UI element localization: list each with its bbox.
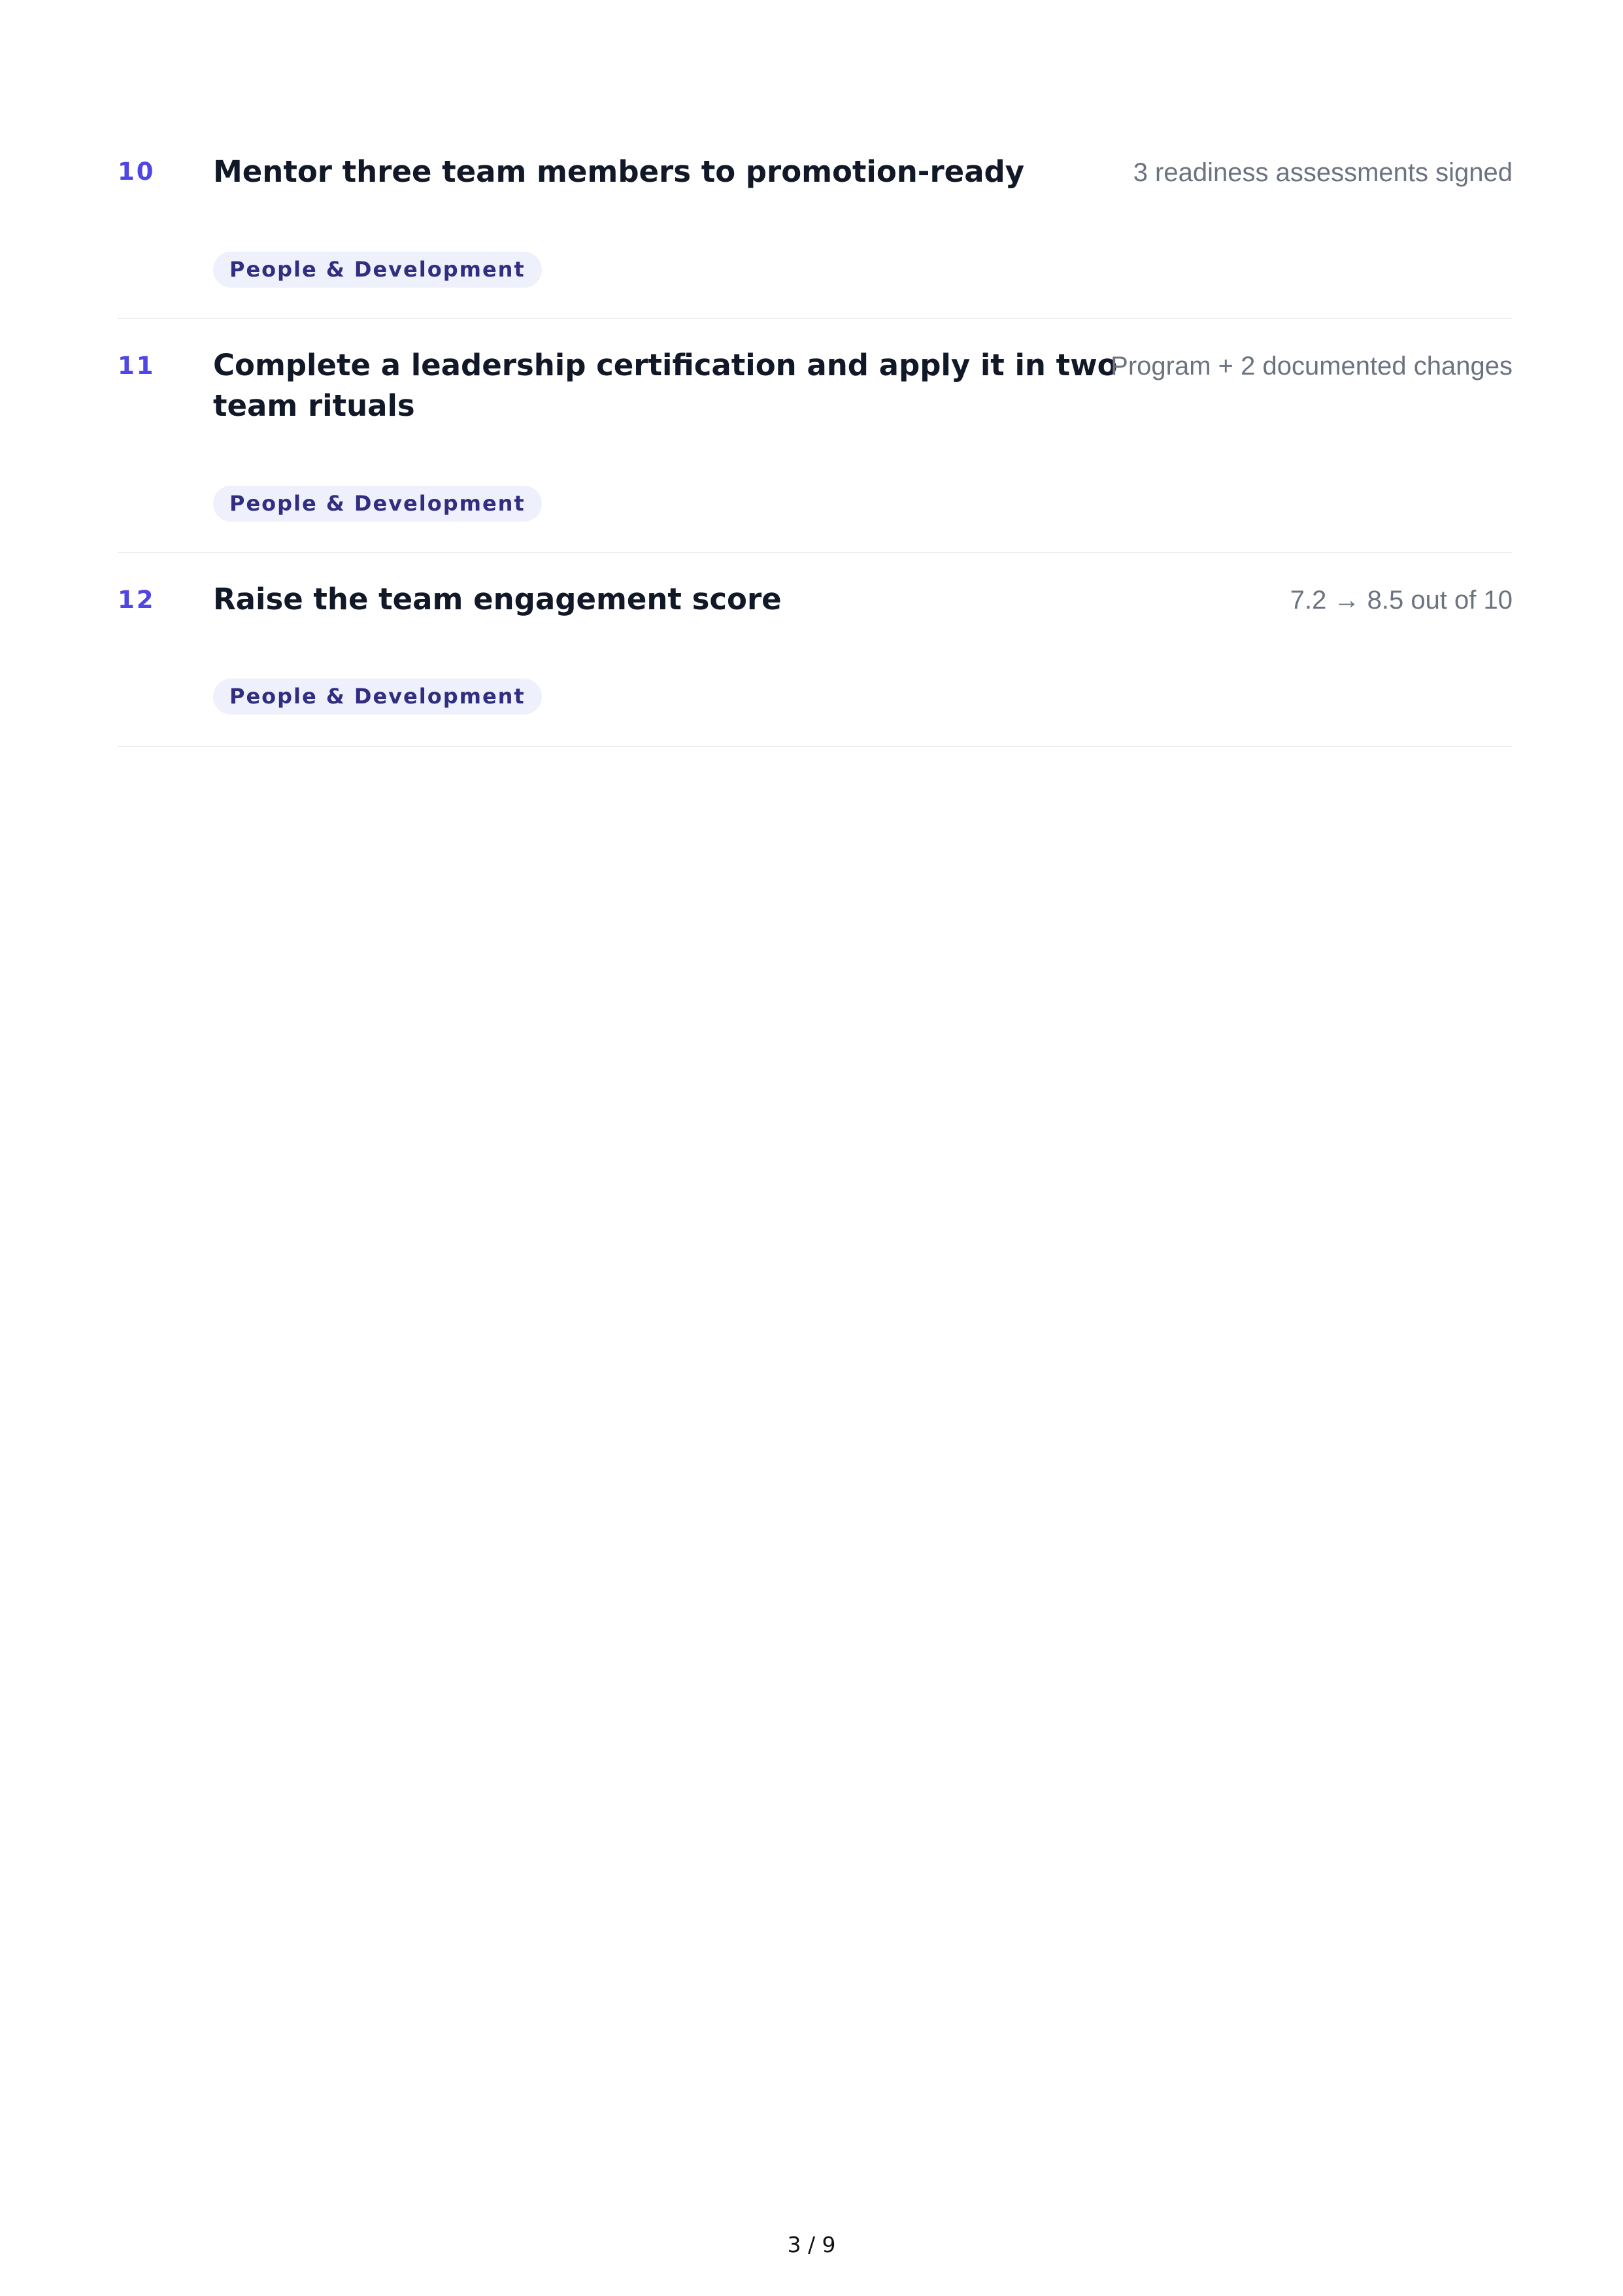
goal-metric: Program + 2 documented changes: [1111, 352, 1513, 380]
goal-metric: 3 readiness assessments signed: [1133, 158, 1513, 187]
goal-row: [118, 318, 1513, 553]
category-tag: People & Development: [213, 252, 542, 288]
category-tag: People & Development: [213, 486, 542, 522]
goal-title: Complete a leadership certification and apply it in two team rituals: [213, 348, 1118, 423]
goal-number: 10: [118, 158, 156, 186]
goal-metric: 7.2 → 8.5 out of 10: [1290, 586, 1513, 615]
category-tag: People & Development: [213, 679, 542, 715]
goal-row: [118, 0, 1513, 319]
goal-number: 11: [118, 352, 156, 380]
goal-number: 12: [118, 586, 156, 614]
goal-row: [118, 552, 1513, 747]
goal-title: Raise the team engagement score: [213, 582, 782, 616]
page-number: 3 / 9: [787, 2232, 836, 2257]
goal-title: Mentor three team members to promotion-ready: [213, 154, 1025, 189]
